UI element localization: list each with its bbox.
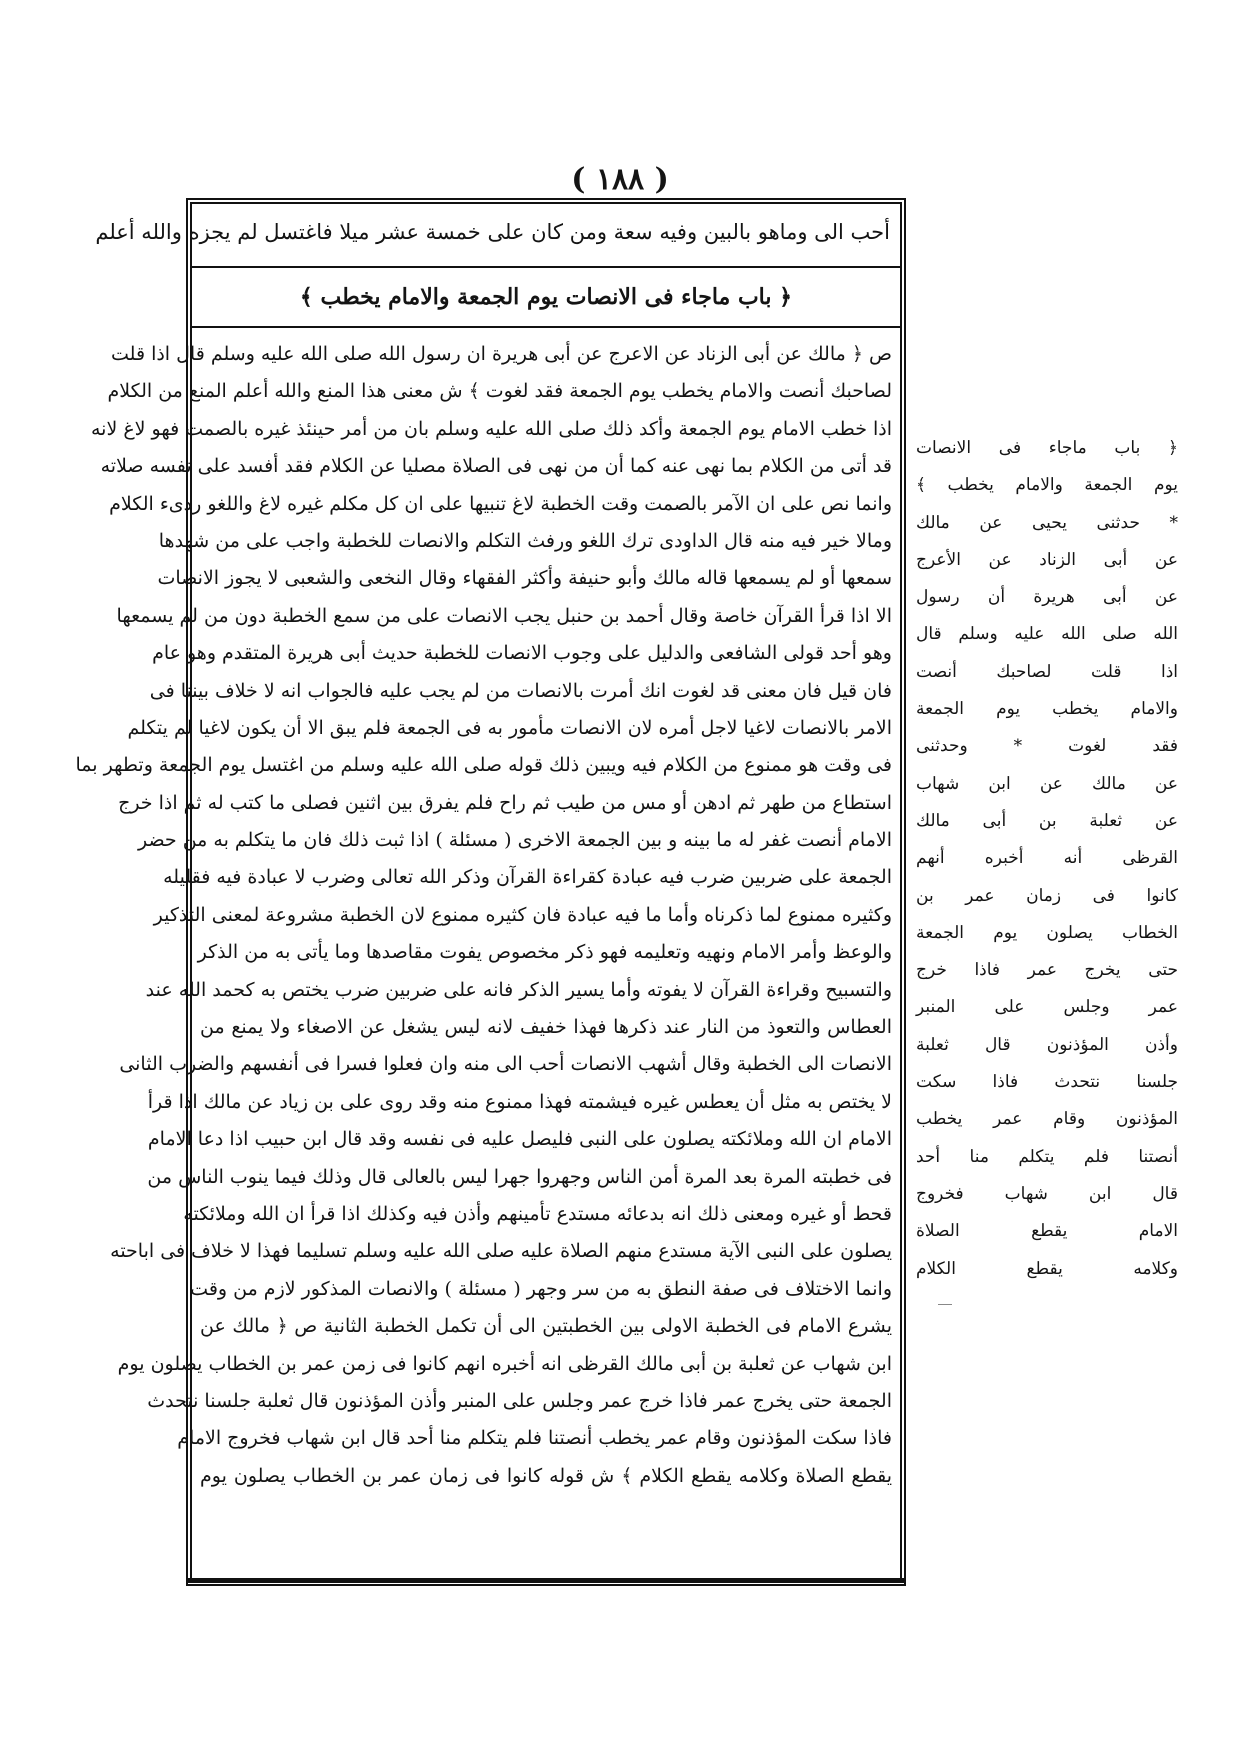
margin-line: قال ابن شهاب فخروج — [916, 1183, 1178, 1204]
margin-line: يوم الجمعة والامام يخطب ﴾ — [916, 475, 1178, 496]
margin-line: كانوا فى زمان عمر بن — [916, 885, 1178, 906]
stray-ink-mark — [938, 1304, 952, 1305]
main-line: استطاع من طهر ثم ادهن أو مس من طيب ثم راح فلم يفرق بين اثنين فصلى ما كتب له ثم اذا خرج — [118, 791, 892, 814]
heading-rule-bottom — [192, 326, 900, 328]
main-line: الانصات الى الخطبة وقال أشهب الانصات أحب الى منه وان فعلوا فسرا فى أنفسهم والضرب الثانى — [119, 1053, 892, 1076]
main-line: لا يختص به مثل أن يعطس غيره فيشمته فهذا ممنوع منه وقد روى على بن زياد عن مالك اذا قرأ — [147, 1090, 892, 1113]
main-line: الامام أنصت غفر له ما بينه و بين الجمعة الاخرى ( مسئلة ) اذا ثبت ذلك فان ما يتكلم به من حضر — [137, 829, 892, 852]
main-line: ابن شهاب عن ثعلبة بن أبى مالك القرظى انه أخبره انهم كانوا فى زمن عمر بن الخطاب يصلون يوم — [117, 1352, 892, 1375]
main-commentary — [75, 336, 892, 1495]
margin-line: جلسنا نتحدث فاذا سكت — [916, 1072, 1178, 1093]
margin-hadith-text — [906, 430, 1182, 1288]
margin-line: الخطاب يصلون يوم الجمعة — [916, 922, 1178, 943]
margin-line: ﴿ باب ماجاء فى الانصات — [916, 438, 1178, 458]
margin-line: الامام يقطع الصلاة — [916, 1221, 1178, 1242]
main-line: فى خطبته المرة بعد المرة أمن الناس وجهروا جهرا ليس بالعالى قال وذلك فيما ينوب الناس من — [147, 1165, 892, 1188]
main-line: العطاس والتعوذ من النار عند ذكرها فهذا خفيف لانه ليس يشغل عن الاصغاء ولا يمنع من — [200, 1016, 892, 1039]
main-line: ص ﴿ مالك عن أبى الزناد عن الاعرج عن أبى هريرة ان رسول الله صلى الله عليه وسلم قال اذا قلت — [111, 343, 892, 365]
main-line: وانما نص على ان الآمر بالصمت وقت الخطبة لاغ تنبيها على ان كل مكلم غيره لاغ واللغو ردىء الكلام — [109, 492, 892, 515]
margin-line: عن أبى هريرة أن رسول — [916, 587, 1178, 608]
chapter-heading: ﴿ باب ماجاء فى الانصات يوم الجمعة والامام يخطب ﴾ — [299, 284, 793, 310]
margin-line: * حدثنى يحيى عن مالك — [916, 512, 1178, 533]
margin-line: وأذن المؤذنون قال ثعلبة — [916, 1034, 1178, 1055]
main-line: قحط أو غيره ومعنى ذلك انه بدعائه مستدع تأمينهم وأذن فيه وكذلك اذا قرأ ان الله وملائكته — [183, 1202, 892, 1225]
margin-line: المؤذنون وقام عمر يخطب — [916, 1109, 1178, 1130]
main-line: فى وقت هو ممنوع من الكلام فيه ويبين ذلك قوله صلى الله عليه وسلم من اغتسل يوم الجمعة وتطهر بما — [75, 754, 892, 777]
main-line: وهو أحد قولى الشافعى والدليل على وجوب الانصات للخطبة حديث أبى هريرة المتقدم وهو عام — [152, 642, 892, 665]
main-line: سمعها أو لم يسمعها قاله مالك وأبو حنيفة وأكثر الفقهاء وقال النخعى والشعبى لا يجوز الانصات — [157, 567, 892, 590]
main-line: فان قيل فان معنى قد لغوت انك أمرت بالانصات من لم يجب عليه فالجواب انه لا خلاف بيننا فى — [149, 679, 892, 702]
margin-line: عمر وجلس على المنبر — [916, 997, 1178, 1018]
margin-line: وكلامه يقطع الكلام — [916, 1258, 1178, 1279]
margin-line: حتى يخرج عمر فاذا خرج — [916, 960, 1178, 981]
main-line: قد أتى من الكلام بما نهى عنه كما أن من نهى فى الصلاة مصليا عن الكلام فقد أفسد على نفسه صلاته — [100, 455, 892, 478]
main-line: فاذا سكت المؤذنون وقام عمر يخطب أنصتنا فلم يتكلم منا أحد قال ابن شهاب فخروج الامام — [177, 1427, 892, 1450]
heading-rule-top — [192, 266, 900, 268]
main-line: لصاحبك أنصت والامام يخطب يوم الجمعة فقد لغوت ﴾ ش معنى هذا المنع والله أعلم المنع من الكلام — [107, 380, 892, 403]
main-line: يقطع الصلاة وكلامه يقطع الكلام ﴾ ش قوله كانوا فى زمان عمر بن الخطاب يصلون يوم — [200, 1464, 892, 1487]
margin-line: والامام يخطب يوم الجمعة — [916, 699, 1178, 720]
main-line: الجمعة حتى يخرج عمر فاذا خرج عمر وجلس على المنبر وأذن المؤذنون قال ثعلبة جلسنا نتحدث — [147, 1389, 892, 1412]
margin-line: عن أبى الزناد عن الأعرج — [916, 549, 1178, 570]
main-line: وكثيره ممنوع لما ذكرناه وأما ما فيه عبادة فان كثيره ممنوع لان الخطبة مشروعة لمعنى التذكير — [153, 903, 892, 926]
main-line: الامر بالانصات لاغيا لاجل أمره لان الانصات مأمور به فى الجمعة فلم يبق الا أن يكون لاغيا لم يتكلم — [127, 716, 892, 739]
main-line: يشرع الامام فى الخطبة الاولى بين الخطبتين الى أن تكمل الخطبة الثانية ص ﴿ مالك عن — [200, 1315, 892, 1338]
preface-line: أحب الى وماهو بالبين وفيه سعة ومن كان على خمسة عشر ميلا فاغتسل لم يجزه والله أعلم — [95, 220, 890, 244]
main-line: يصلون على النبى الآية مستدع منهم الصلاة عليه صلى الله عليه وسلم تسليما فهذا لا خلاف فى اباحته — [110, 1240, 892, 1263]
frame-bottom-rule — [186, 1578, 906, 1583]
main-line: ومالا خير فيه منه قال الداودى ترك اللغو ورفث التكلم والانصات للخطبة واجب على من شهدها — [158, 529, 892, 552]
main-line: الا اذا قرأ القرآن خاصة وقال أحمد بن حنبل يجب الانصات على من سمع الخطبة دون من لم يسمعها — [116, 604, 892, 627]
main-line: والتسبيح وقراءة القرآن لا يفوته وأما يسير الذكر فانه على ضربين ضرب يختص به كحمد الله عند — [145, 978, 892, 1001]
main-line: الامام ان الله وملائكته يصلون على النبى فليصل عليه فى نفسه وقد قال ابن حبيب اذا دعا الامام — [147, 1128, 892, 1151]
margin-line: فقد لغوت * وحدثنى — [916, 736, 1178, 757]
margin-line: اذا قلت لصاحبك أنصت — [916, 661, 1178, 682]
margin-line: عن مالك عن ابن شهاب — [916, 773, 1178, 794]
margin-line: عن ثعلبة بن أبى مالك — [916, 810, 1178, 831]
main-line: اذا خطب الامام يوم الجمعة وأكد ذلك صلى الله عليه وسلم بان من أمر حينئذ غيره بالصمت فهو لاغ لانه — [90, 417, 892, 440]
main-line: وانما الاختلاف فى صفة النطق به من سر وجهر ( مسئلة ) والانصات المذكور لازم من وقت — [190, 1277, 892, 1300]
page-number: ( ١٨٨ ) — [571, 162, 669, 197]
margin-line: الله صلى الله عليه وسلم قال — [916, 624, 1178, 645]
margin-line: أنصتنا فلم يتكلم منا أحد — [916, 1146, 1178, 1167]
margin-line: القرظى أنه أخبره أنهم — [916, 848, 1178, 869]
main-line: الجمعة على ضربين ضرب فيه عبادة كقراءة القرآن وذكر الله تعالى وضرب لا عبادة فيه فقليله — [163, 866, 892, 889]
main-line: والوعظ وأمر الامام ونهيه وتعليمه فهو ذكر مخصوص يفوت مقاصدها وما يأتى به من الذكر — [197, 941, 892, 964]
